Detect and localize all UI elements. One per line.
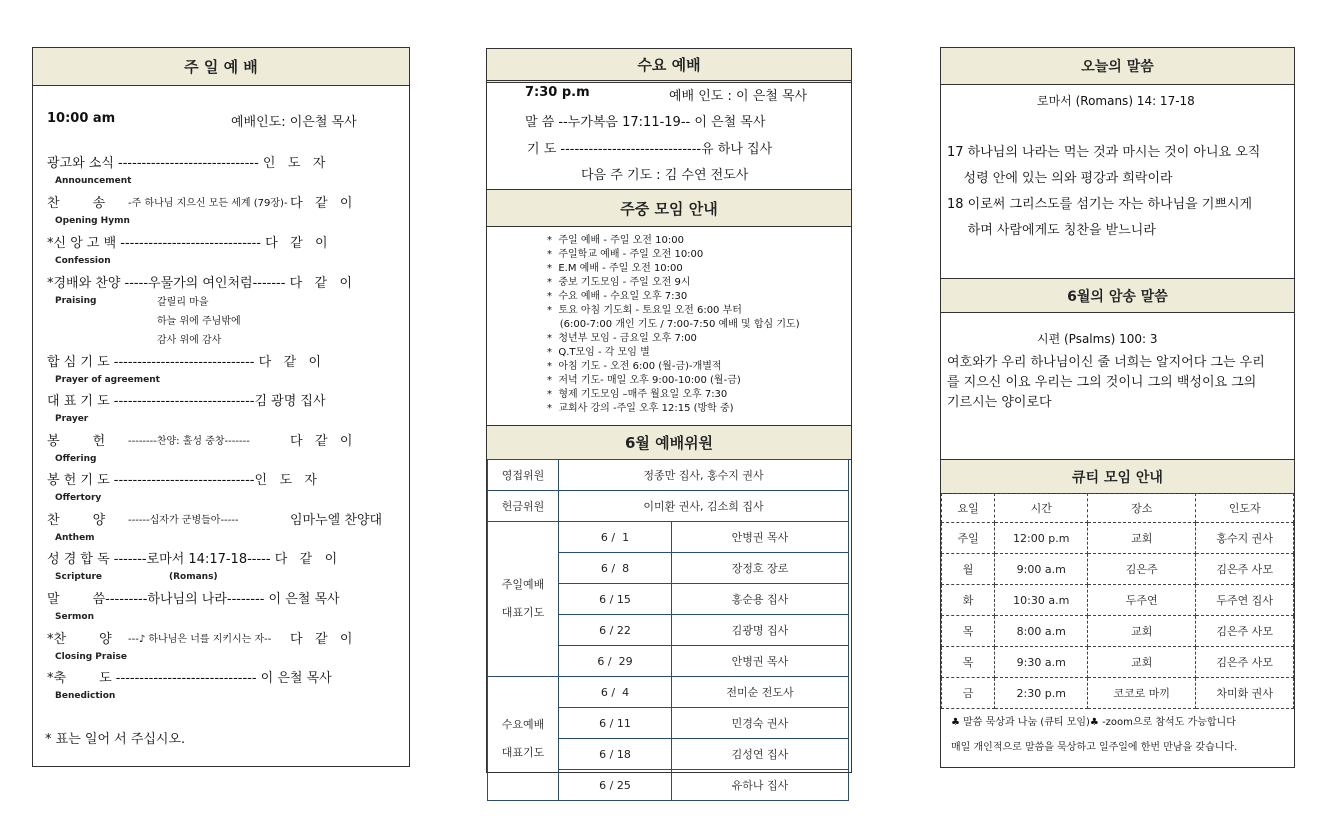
- prayer-date: 6 / 4: [559, 677, 672, 708]
- qt-cell: 코코로 마끼: [1088, 678, 1196, 709]
- prayer-date: 6 / 1: [559, 522, 672, 553]
- qt-table-wrap: [941, 493, 1294, 709]
- praising-songs: [157, 293, 241, 350]
- memory-line: 를 지으신 이요 우리는 그의 것이니 그의 백성이요 그의: [947, 375, 1257, 390]
- qt-cell: 교회: [1088, 616, 1196, 647]
- qt-header-row: [942, 494, 1294, 523]
- prayer-person: 안병권 목사: [672, 522, 849, 553]
- worship-item-label: 광고와 소식 ------------------------------ 인 도 자: [47, 156, 326, 171]
- verse-line: 하며 사람에게도 칭찬을 받느니라: [947, 223, 1156, 238]
- committee-role: 헌금위원: [488, 491, 559, 522]
- prayer-date: 6 / 22: [559, 615, 672, 646]
- qt-cell: 김은주: [1088, 554, 1196, 585]
- qt-row: [942, 523, 1294, 554]
- worship-item-label: 합 심 기 도 ------------------------------ 다 같 이: [47, 355, 322, 370]
- wednesday-prayer-label: [488, 677, 559, 801]
- qt-cell: 금: [942, 678, 995, 709]
- worship-item-leader: 다 같 이: [290, 434, 353, 449]
- qt-column-header: 요일: [942, 494, 995, 523]
- weekly-meeting-item: * 아침 기도 - 오전 6:00 (월-금)-개별적: [547, 361, 722, 372]
- today-word-text: [947, 140, 1260, 244]
- prayer-date: 6 / 29: [559, 646, 672, 677]
- memory-verse-header: [941, 278, 1294, 313]
- worship-item-label: 말 씀---------하나님의 나라-------- 이 은철 목사: [47, 592, 340, 607]
- sunday-prayer-label-1: 주일예배: [501, 578, 545, 591]
- worship-item-detail: -주 하나님 지으신 모든 세계 (79장)-: [128, 198, 288, 209]
- qt-row: [942, 616, 1294, 647]
- qt-cell: 교회: [1088, 647, 1196, 678]
- weekly-meeting-item: * 형제 기도모임 –매주 월요일 오후 7:30: [547, 389, 728, 400]
- qt-cell: 김은주 사모: [1196, 647, 1294, 678]
- right-panel: [940, 47, 1295, 768]
- qt-cell: 목: [942, 616, 995, 647]
- memory-line: 기르시는 양이로다: [947, 395, 1052, 410]
- worship-item-english: Offertory: [55, 493, 102, 503]
- qt-header: [941, 459, 1294, 494]
- prayer-person: 장정호 장로: [672, 553, 849, 584]
- committee-names: 정종만 집사, 홍수지 권사: [559, 460, 849, 491]
- wednesday-service-title: 수요 예배: [637, 56, 701, 74]
- memory-verse-text: [947, 353, 1265, 413]
- sunday-service-title: 주 일 예 배: [184, 58, 258, 76]
- wednesday-service-header: [487, 49, 851, 83]
- june-committee-title: 6월 예배위원: [624, 434, 714, 452]
- memory-verse-reference: 시편 (Psalms) 100: 3: [1037, 332, 1158, 346]
- wed-time: 7:30 p.m: [525, 85, 590, 100]
- weekly-meeting-item: * 중보 기도모임 - 주일 오전 9시: [547, 277, 691, 288]
- qt-row: [942, 647, 1294, 678]
- worship-item-english: Sermon: [55, 612, 94, 622]
- worship-item-english: Opening Hymn: [55, 216, 130, 226]
- qt-cell: 10:30 a.m: [995, 585, 1088, 616]
- weekly-meetings-title: 주중 모임 안내: [620, 199, 718, 218]
- weekly-meeting-item: * 교회사 강의 -주일 오후 12:15 (방학 중): [547, 403, 734, 414]
- june-committee-table: [487, 459, 849, 801]
- worship-item-label: *신 앙 고 백 ------------------------------ 다 같 이: [47, 236, 328, 251]
- weekly-meeting-item: * 토요 아침 기도회 - 토요일 오전 6:00 부터: [547, 305, 742, 316]
- worship-item-label: 성 경 합 독 -------로마서 14:17-18----- 다 같 이: [47, 552, 338, 567]
- qt-cell: 화: [942, 585, 995, 616]
- today-word-reference: 로마서 (Romans) 14: 17-18: [1037, 94, 1195, 108]
- worship-item-detail: ---♪ 하나님은 너를 지키시는 자--: [128, 634, 272, 645]
- committee-row: [488, 491, 849, 522]
- weekly-meeting-item: * Q.T모임 - 각 모임 별: [547, 347, 650, 358]
- worship-item-english: Scripture: [55, 572, 103, 582]
- worship-item-label: *찬 양: [47, 632, 112, 647]
- worship-item-label: 봉 헌: [47, 434, 106, 449]
- worship-item-label: 대 표 기 도 ------------------------------김 광명 집사: [47, 394, 326, 409]
- worship-item-label: 찬 송: [47, 196, 106, 211]
- wednesday-prayer-row: [488, 677, 849, 708]
- weekly-meetings-header: [487, 189, 851, 227]
- qt-column-header: 시간: [995, 494, 1088, 523]
- worship-item-label: *경배와 찬양 -----우물가의 여인처럼------- 다 같 이: [47, 276, 353, 291]
- worship-item-leader: 다 같 이: [290, 632, 353, 647]
- qt-cell: 두주연 집사: [1196, 585, 1294, 616]
- praising-song: 갈릴리 마을: [157, 297, 209, 308]
- prayer-person: 홍순용 집사: [672, 584, 849, 615]
- qt-cell: 두주연: [1088, 585, 1196, 616]
- qt-row: [942, 585, 1294, 616]
- weekly-meeting-item: * 주일학교 예배 - 주일 오전 10:00: [547, 249, 704, 260]
- worship-item-english: Confession: [55, 256, 111, 266]
- middle-panel: [486, 48, 852, 792]
- wed-sermon: 말 씀 --누가복음 17:11-19-- 이 은철 목사: [525, 115, 766, 130]
- worship-item-english: Praising: [55, 296, 97, 306]
- memory-verse-title: 6월의 암송 말씀: [1067, 288, 1168, 305]
- worship-item-label: 봉 헌 기 도 ------------------------------인 도 자: [47, 473, 317, 488]
- qt-row: [942, 678, 1294, 709]
- qt-note-2: 매일 개인적으로 말씀을 묵상하고 일주일에 한번 만남을 갖습니다.: [951, 742, 1238, 753]
- stand-footnote: * 표는 일어 서 주십시오.: [45, 732, 186, 747]
- sunday-service-header: [33, 48, 409, 86]
- prayer-date: 6 / 15: [559, 584, 672, 615]
- qt-cell: 목: [942, 647, 995, 678]
- qt-cell: 교회: [1088, 523, 1196, 554]
- qt-note-1: ♣ 말씀 묵상과 나눔 (큐티 모임)♣ -zoom으로 참석도 가능합니다: [951, 717, 1236, 728]
- qt-cell: 8:00 a.m: [995, 616, 1088, 647]
- prayer-date: 6 / 25: [559, 770, 672, 801]
- qt-column-header: 인도자: [1196, 494, 1294, 523]
- sunday-prayer-label-2: 대표기도: [501, 606, 545, 619]
- today-word-header: [941, 48, 1294, 85]
- wed-prayer: 기 도 ------------------------------유 하나 집사: [527, 142, 773, 157]
- qt-cell: 9:00 a.m: [995, 554, 1088, 585]
- worship-item-detail: --------찬양: 홀성 중창-------: [128, 436, 250, 447]
- committee-role: 영접위원: [488, 460, 559, 491]
- qt-schedule-table: [941, 493, 1294, 709]
- committee-row: [488, 460, 849, 491]
- worship-item-english: Benediction: [55, 691, 116, 701]
- wed-next-prayer: 다음 주 기도 : 김 수연 전도사: [581, 168, 749, 183]
- prayer-person: 전미순 전도사: [672, 677, 849, 708]
- weekly-meeting-item: * 주일 예배 - 주일 오전 10:00: [547, 235, 684, 246]
- june-committee-table-wrap: [487, 459, 849, 801]
- wed-leader: 예배 인도 : 이 은철 목사: [669, 89, 808, 104]
- weekly-meeting-item: * 청년부 모임 - 금요일 오후 7:00: [547, 333, 697, 344]
- wednesday-prayer-label-2: 대표기도: [501, 745, 545, 759]
- worship-item-label: 찬 양: [47, 513, 106, 528]
- qt-title: 큐티 모임 안내: [1072, 469, 1163, 486]
- qt-cell: 홍수지 권사: [1196, 523, 1294, 554]
- prayer-date: 6 / 11: [559, 708, 672, 739]
- worship-item-english-note: (Romans): [169, 572, 218, 582]
- qt-cell: 차미화 권사: [1196, 678, 1294, 709]
- weekly-meeting-item: * 수요 예배 - 수요일 오후 7:30: [547, 291, 688, 302]
- worship-item-leader: 다 같 이: [290, 196, 353, 211]
- prayer-date: 6 / 18: [559, 739, 672, 770]
- prayer-date: 6 / 8: [559, 553, 672, 584]
- qt-cell: 9:30 a.m: [995, 647, 1088, 678]
- worship-item-english: Prayer: [55, 414, 89, 424]
- qt-cell: 12:00 p.m: [995, 523, 1088, 554]
- qt-cell: 2:30 p.m: [995, 678, 1088, 709]
- verse-line: 18 이로써 그리스도를 섬기는 자는 하나님을 기쁘시게: [947, 197, 1253, 212]
- praising-song: 하늘 위에 주님밖에: [157, 316, 241, 327]
- weekly-meeting-item: * 저녁 기도- 매일 오후 9:00-10:00 (월-금): [547, 375, 741, 386]
- qt-row: [942, 554, 1294, 585]
- worship-item-english: Offering: [55, 454, 97, 464]
- june-committee-header: [487, 425, 851, 460]
- prayer-person: 안병권 목사: [672, 646, 849, 677]
- praising-song: 감사 위에 감사: [157, 335, 222, 346]
- weekly-meeting-item: * E.M 예배 - 주일 오전 10:00: [547, 263, 683, 274]
- worship-item-english: Anthem: [55, 533, 95, 543]
- prayer-person: 김광명 집사: [672, 615, 849, 646]
- worship-item-english: Prayer of agreement: [55, 375, 160, 385]
- worship-item-english: Announcement: [55, 176, 132, 186]
- worship-item-leader: 임마누엘 찬양대: [290, 513, 383, 528]
- sunday-service-panel: [32, 47, 410, 767]
- weekly-meetings-list: [547, 234, 800, 416]
- prayer-person: 김성연 집사: [672, 739, 849, 770]
- qt-cell: 월: [942, 554, 995, 585]
- weekly-meeting-item: (6:00-7:00 개인 기도 / 7:00-7:50 예배 및 합심 기도): [547, 319, 800, 330]
- worship-item-label: *축 도 ------------------------------ 이 은철 목사: [47, 671, 332, 686]
- verse-line: 17 하나님의 나라는 먹는 것과 마시는 것이 아니요 오직: [947, 145, 1261, 160]
- service-time: 10:00 am: [47, 111, 116, 126]
- qt-cell: 김은주 사모: [1196, 616, 1294, 647]
- committee-names: 이미환 권사, 김소희 집사: [559, 491, 849, 522]
- prayer-person: 민경숙 권사: [672, 708, 849, 739]
- worship-item-english: Closing Praise: [55, 652, 127, 662]
- today-word-title: 오늘의 말씀: [1081, 59, 1154, 75]
- sunday-prayer-label: [488, 522, 559, 677]
- qt-column-header: 장소: [1088, 494, 1196, 523]
- prayer-person: 유하나 집사: [672, 770, 849, 801]
- qt-cell: 김은주 사모: [1196, 554, 1294, 585]
- wednesday-prayer-label-1: 수요예배: [501, 717, 545, 731]
- worship-item-detail: ------십자가 군병들아-----: [128, 515, 239, 526]
- service-leader: 예배인도: 이은철 목사: [231, 115, 357, 130]
- qt-cell: 주일: [942, 523, 995, 554]
- sunday-prayer-row: [488, 522, 849, 553]
- verse-line: 성령 안에 있는 의와 평강과 희락이라: [947, 171, 1173, 186]
- memory-line: 여호와가 우리 하나님이신 줄 너희는 알지어다 그는 우리: [947, 355, 1265, 370]
